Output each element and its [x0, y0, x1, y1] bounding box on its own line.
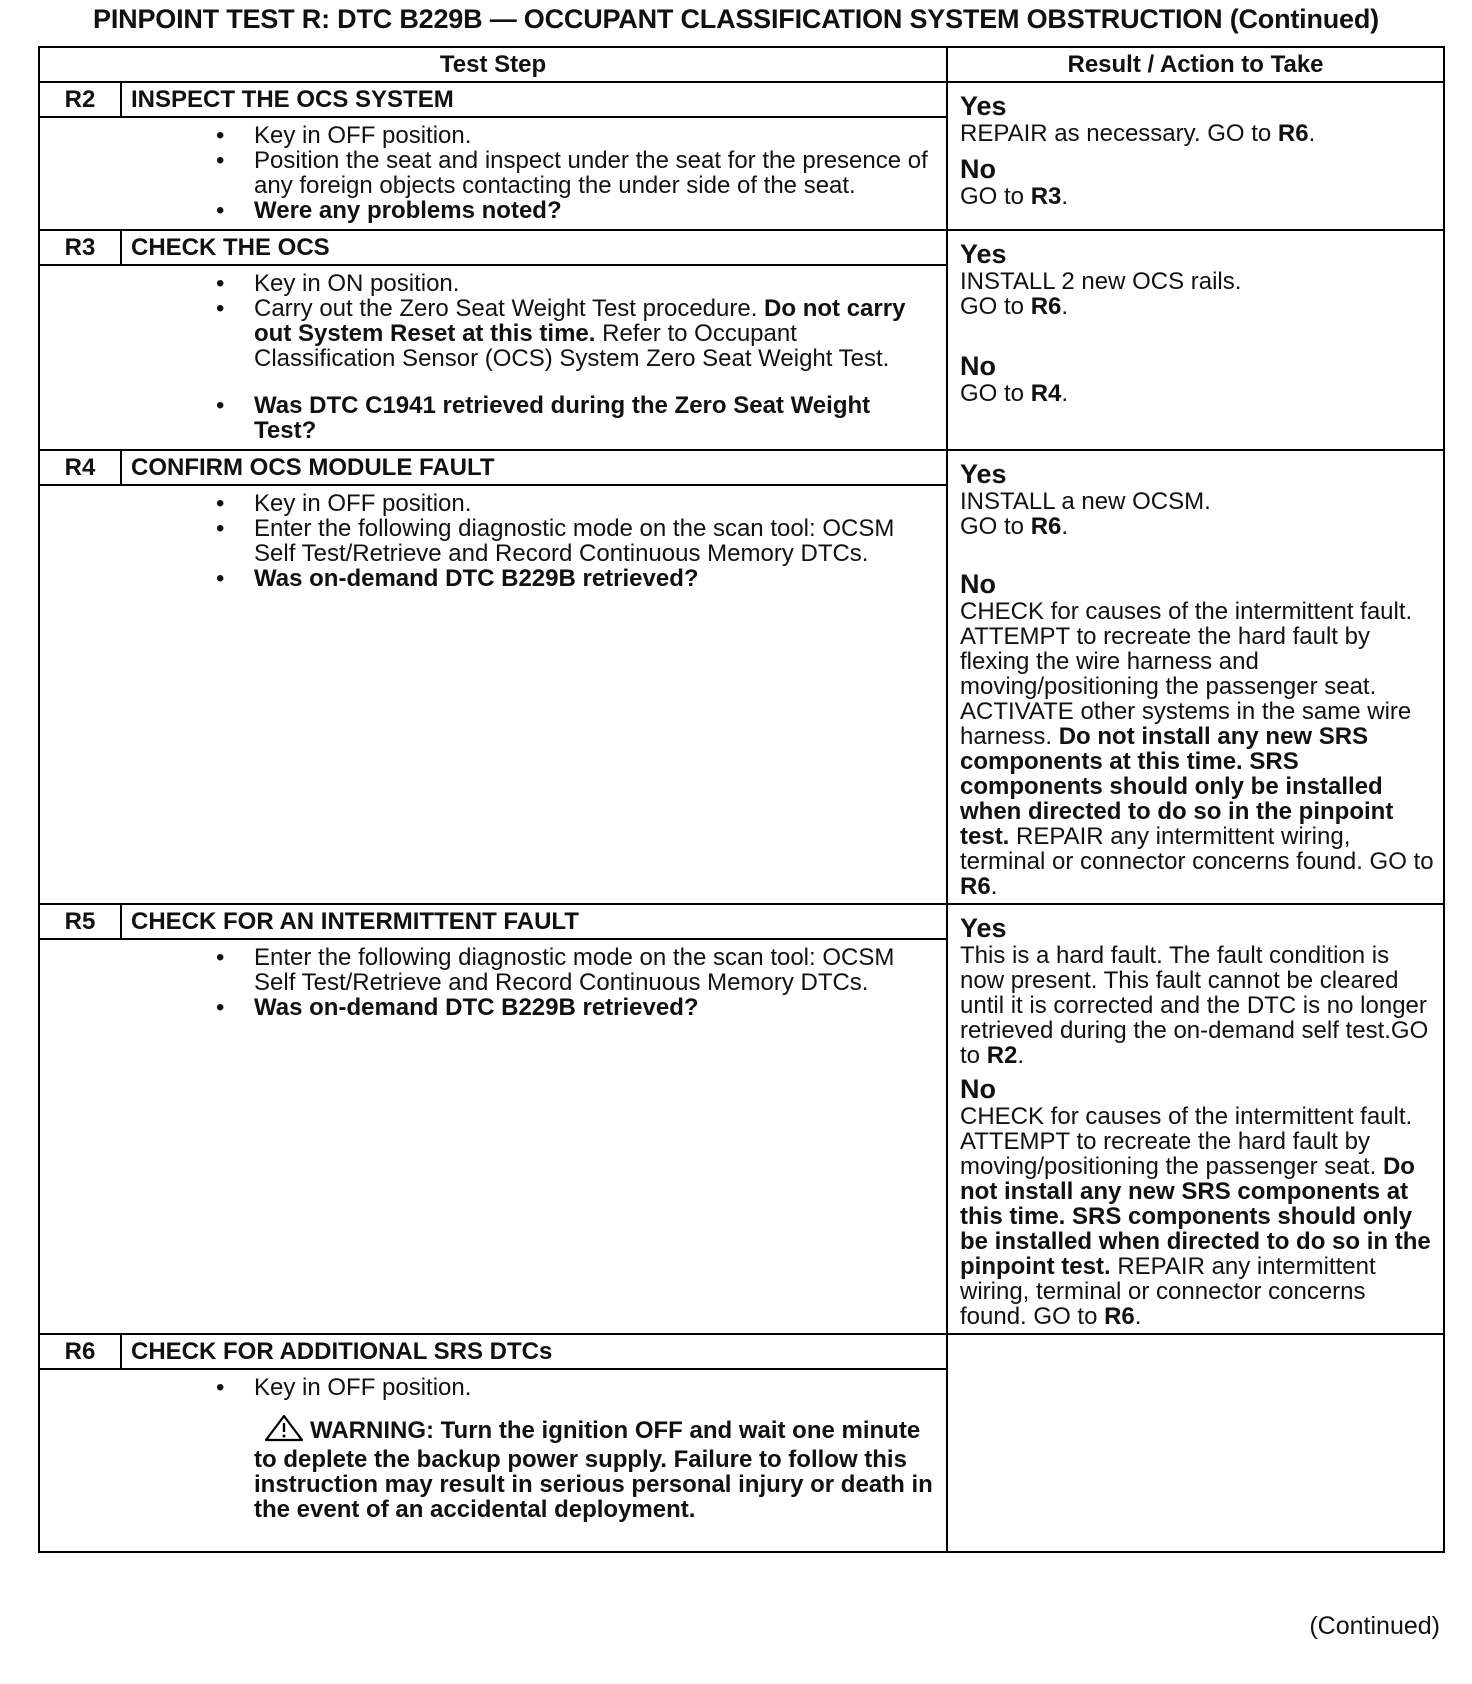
- yes-action: INSTALL a new OCSM. GO to R6.: [960, 488, 1211, 540]
- yes-label: Yes: [960, 91, 1007, 121]
- list-item: • Were any problems noted?: [216, 197, 562, 224]
- result-cell: [947, 230, 1444, 450]
- step-row-r5: [39, 904, 1444, 939]
- no-action: GO to R4.: [960, 380, 1069, 407]
- no-label: No: [960, 1074, 996, 1104]
- pinpoint-test-table: [38, 46, 1445, 1553]
- no-label: No: [960, 351, 996, 381]
- step-number: R5: [39, 904, 121, 939]
- list-item: • Enter the following diagnostic mode on the scan tool: OCSM Self Test/Retrieve and Record Continuous Memory DTCs.: [216, 944, 895, 996]
- header-result: Result / Action to Take: [947, 47, 1444, 82]
- list-item: • Was on-demand DTC B229B retrieved?: [216, 994, 699, 1021]
- step-title: CHECK FOR ADDITIONAL SRS DTCs: [121, 1334, 947, 1369]
- table-header-row: [39, 47, 1444, 82]
- list-item: • Key in ON position.: [216, 270, 460, 297]
- result-cell: [947, 1334, 1444, 1552]
- list-item: • Position the seat and inspect under the seat for the presence of any foreign objects contacting the under side of the seat.: [216, 147, 928, 199]
- list-item: • Carry out the Zero Seat Weight Test procedure. Do not carry out System Reset at this time. Refer to Occupant Classification Sensor (OCS) System Zero Seat Weight Test.: [216, 295, 906, 372]
- yes-label: Yes: [960, 459, 1007, 489]
- result-cell: [947, 450, 1444, 904]
- step-instructions: [121, 265, 947, 450]
- yes-action: REPAIR as necessary. GO to R6.: [960, 120, 1316, 147]
- step-title: CHECK FOR AN INTERMITTENT FAULT: [121, 904, 947, 939]
- step-number: R2: [39, 82, 121, 117]
- step-instructions: [121, 485, 947, 904]
- step-title: CONFIRM OCS MODULE FAULT: [121, 450, 947, 485]
- step-number: R6: [39, 1334, 121, 1369]
- list-item: • Key in OFF position.: [216, 122, 472, 149]
- page-title: PINPOINT TEST R: DTC B229B — OCCUPANT CLASSIFICATION SYSTEM OBSTRUCTION (Continued): [93, 4, 1379, 34]
- step-row-r3: [39, 230, 1444, 265]
- yes-label: Yes: [960, 239, 1007, 269]
- warning-text: WARNING: Turn the ignition OFF and wait one minute to deplete the backup power supply. Failure to follow this instruction may result in serious personal injury or death in the event of an accidental deployment.: [121, 1414, 936, 1522]
- list-item: • Was DTC C1941 retrieved during the Zero Seat Weight Test?: [216, 392, 871, 444]
- step-number: R4: [39, 450, 121, 485]
- yes-action: This is a hard fault. The fault condition is now present. This fault cannot be cleared until it is corrected and the DTC is no longer retrieved during the on-demand self test.GO to R2.: [960, 942, 1429, 1069]
- list-item: • Key in OFF position.: [216, 490, 472, 517]
- step-title: CHECK THE OCS: [121, 230, 947, 265]
- yes-label: Yes: [960, 913, 1007, 943]
- list-item: • Was on-demand DTC B229B retrieved?: [216, 565, 699, 592]
- warning-triangle-icon: [264, 1414, 304, 1447]
- result-cell: [947, 82, 1444, 230]
- no-label: No: [960, 569, 996, 599]
- list-item: • Key in OFF position.: [216, 1374, 472, 1401]
- no-label: No: [960, 154, 996, 184]
- step-instructions: [121, 939, 947, 1334]
- step-row-r2: [39, 82, 1444, 117]
- step-row-r4: [39, 450, 1444, 485]
- no-action: GO to R3.: [960, 183, 1069, 210]
- continued-footer: (Continued): [1309, 1612, 1440, 1640]
- result-cell: [947, 904, 1444, 1334]
- header-test-step: Test Step: [39, 47, 947, 82]
- no-action: CHECK for causes of the intermittent fault. ATTEMPT to recreate the hard fault by flexing the wire harness and moving/positioning the passenger seat. ACTIVATE other systems in the same wire harness. Do not install any new SRS components at this time. SRS components should only be installed when directed to do so in the pinpoint test. REPAIR any intermittent wiring, terminal or connector concerns found. GO to R6.: [960, 598, 1434, 900]
- step-instructions: [121, 1369, 947, 1552]
- list-item: • Enter the following diagnostic mode on the scan tool: OCSM Self Test/Retrieve and Record Continuous Memory DTCs.: [216, 515, 895, 567]
- step-instructions: [121, 117, 947, 230]
- no-action: CHECK for causes of the intermittent fault. ATTEMPT to recreate the hard fault by moving/positioning the passenger seat. Do not install any new SRS components at this time. SRS components should only be installed when directed to do so in the pinpoint test. REPAIR any intermittent wiring, terminal or connector concerns found. GO to R6.: [960, 1103, 1431, 1330]
- step-row-r6: [39, 1334, 1444, 1369]
- yes-action: INSTALL 2 new OCS rails. GO to R6.: [960, 268, 1242, 320]
- step-title: INSPECT THE OCS SYSTEM: [121, 82, 947, 117]
- step-number: R3: [39, 230, 121, 265]
